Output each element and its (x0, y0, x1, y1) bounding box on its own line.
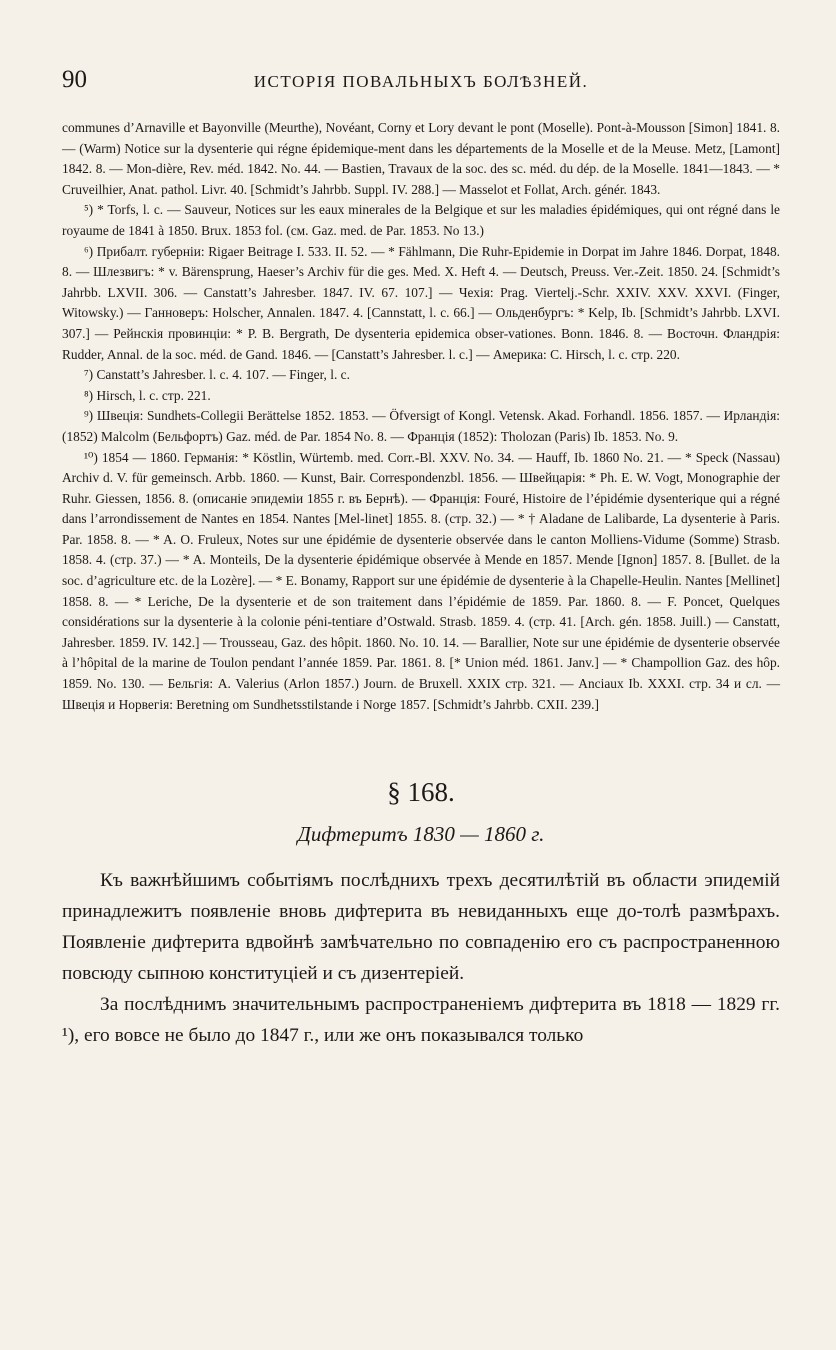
footnote-10: ¹⁰) 1854 — 1860. Германія: * Köstlin, Würtemb. med. Corr.-Bl. XXV. No. 34. — Hauff, Ib. 1860 No. 21. — * Speck (Nassau) Archiv d. V. für gemeinsch. Arbb. 1860. — Kunst, Bair. Correspondenzbl. 1856. — Швейцарія: * Ph. E. W. Vogt, Monographie der Ruhr. Giessen, 1856. 8. (описаніе эпидеміи 1855 г. въ Бернѣ). — Франція: Fouré, Histoire de l’épidémie dysenterique qui a régné dans l’arrondissement de Nantes en 1854. Nantes [Mel-linet] 1855. 8. (стр. 32.) — * † Aladane de Lalibarde, La dysenterie à Paris. Par. 1858. 8. — * A. O. Fruleux, Notes sur une épidémie de dysenterie observée dans le canton Molliens-Vidume (Somme) Strasb. 1858. 4. (стр. 37.) — * A. Monteils, De la dysenterie épidémique observée à Mende en 1857. Mende [Ignon] 1857. 8. [Bullet. de la soc. d’agriculture etc. de la Lozère]. — * E. Bonamy, Rapport sur une épidémie de dysenterie à la Chapelle-Heulin. Nantes [Mellinet] 1858. 8. — * Leriche, De la dysenterie et de son traitement dans l’épidémie de 1859. Par. 1860. 8. — F. Poncet, Quelques considérations sur la dysenterie à la colonie péni-tentiare d’Ostwald. Strasb. 1859. 4. (стр. 41. [Arch. gén. 1858. Juill.) — Canstatt, Jahresber. 1859. IV. 142.] — Trousseau, Gaz. des hôpit. 1860. No. 10. 14. — Barallier, Note sur une épidémie de dysenterie observée à l’hôpital de la marine de Toulon pendant l’année 1859. Par. 1861. 8. [* Union méd. 1861. Janv.] — * Champollion Gaz. des hôp. 1859. No. 130. — Бельгія: A. Valerius (Arlon 1857.) Journ. de Bruxell. XXIX стр. 321. — Anciaux Ib. XXXI. стр. 34 и сл. — Швеція и Норвегія: Beretning om Sundhetsstilstande i Norge 1857. [Schmidt’s Jahrbb. CXII. 239.] (62, 449, 780, 712)
footnote-7: ⁷) Canstatt’s Jahresber. l. c. 4. 107. — Finger, l. c. (84, 367, 350, 383)
footnote-5: ⁵) * Torfs, l. c. — Sauveur, Notices sur les eaux minerales de la Belgique et sur les maladies épidémiques, qui ont régné dans le royaume de 1841 à 1850. Brux. 1853 fol. (см. Gaz. med. de Par. 1853. No 13.) (62, 202, 780, 238)
section-number: § 168. (387, 777, 455, 808)
page-header (62, 66, 780, 106)
section-title: Дифтеритъ 1830 — 1860 г. (297, 822, 545, 847)
footnote-6: ⁶) Прибалт. губерніи: Rigaer Beitrage I. 533. II. 52. — * Fählmann, Die Ruhr-Epidemie in Dorpat im Jahre 1846. Dorpat, 1848. 8. — Шлезвигъ: * v. Bärensprung, Haeser’s Archiv für die ges. Med. X. Heft 4. — Deutsch, Preuss. Ver.-Zeit. 1850. 24. [Schmidt’s Jahrbb. LXVII. 306. — Canstatt’s Jahresber. 1847. IV. 67. 107.] — Чехія: Prag. Viertelj.-Schr. XXIV. XXV. XXVI. (Finger, Witowsky.) — Ганноверъ: Holscher, Annalen. 1847. 4. [Cannstatt, l. c. 66.] — Ольденбургъ: * Kelp, Ib. [Schmidt’s Jahrbb. LXVI. 307.] — Рейнскія провинціи: * P. B. Bergrath, De dysenteria epidemica obser-vationes. Bonn. 1846. 8. — Восточн. Фландрія: Rudder, Annal. de la soc. méd. de Gand. 1846. — [Canstatt’s Jahresber. l. c.] — Америка: C. Hirsch, l. c. стр. 220. (62, 243, 780, 362)
page-number: 90 (62, 66, 87, 93)
paragraph: Къ важнѣйшимъ событіямъ послѣднихъ трехъ десятилѣтій въ области эпидемій принадлежитъ появленіе вновь дифтерита въ невиданныхъ еще до-толѣ размѣрахъ. Появленіе дифтерита вдвойнѣ замѣчательно по совпаденію его съ распространенною повсюду сыпною конституціей и съ дизентеріей. (62, 870, 780, 985)
footnote-continuation: communes d’Arnaville et Bayonville (Meurthe), Novéant, Corny et Lory devant le pont (Moselle). Pont-à-Mousson [Simon] 1841. 8. — (Warm) Notice sur la dysenterie qui régne épidemique-ment dans les départements de la Moselle et de la Meuse. Metz, [Lamont] 1842. 8. — Mon-dière, Rev. méd. 1842. No. 44. — Bastien, Travaux de la soc. des sc. méd. du dép. de la Moselle. 1841—1843. — * Cruveilhier, Anat. pathol. Livr. 40. [Schmidt’s Jahrbb. Suppl. IV. 288.] — Masselot et Follat, Arch. génér. 1843. (62, 120, 780, 197)
running-title: ИСТОРІЯ ПОВАЛЬНЫХЪ БОЛѢЗНЕЙ. (253, 72, 589, 91)
footnote-8: ⁸) Hirsch, l. c. стр. 221. (84, 387, 211, 403)
footnotes-block (62, 118, 780, 715)
paragraph: За послѣднимъ значительнымъ распространеніемъ дифтерита въ 1818 — 1829 гг. ¹), его вовсе не было до 1847 г., или же онъ показывался только (62, 994, 780, 1047)
footnote-9: ⁹) Швеція: Sundhets-Collegii Berättelse 1852. 1853. — Öfversigt of Kongl. Vetensk. Akad. Forhandl. 1856. 1857. — Ирландія: (1852) Malcolm (Бельфортъ) Gaz. méd. de Par. 1854 No. 8. — Франція (1852): Tholozan (Paris) Ib. 1853. No. 9. (62, 408, 780, 444)
main-text (62, 865, 780, 1051)
book-page (62, 66, 780, 1051)
